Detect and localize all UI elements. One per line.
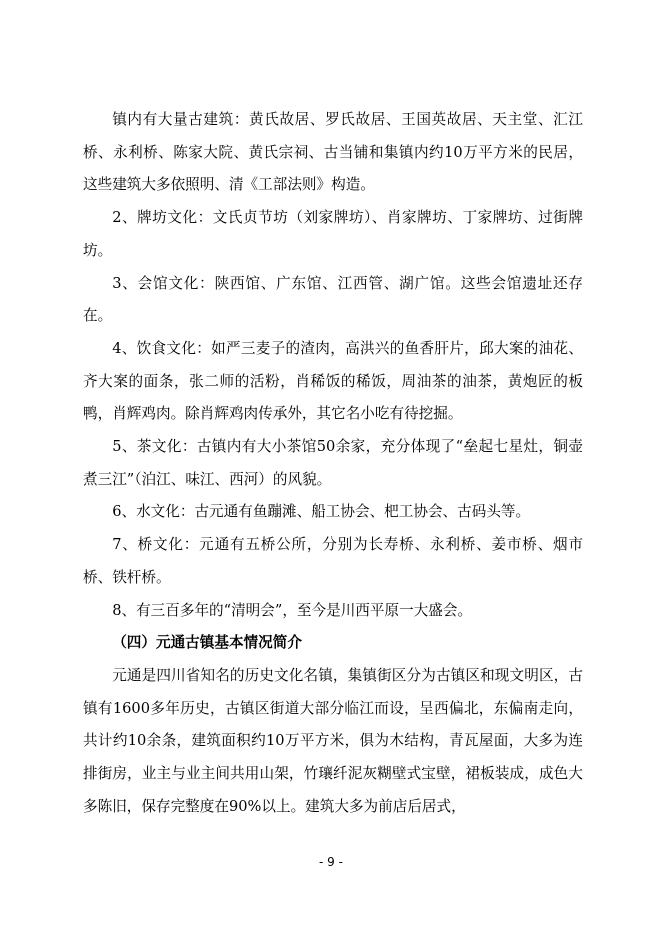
section-heading: （四）元通古镇基本情况简介 — [112, 634, 302, 652]
page-body — [83, 104, 583, 823]
paragraph-memorial-archway-culture: 2、牌坊文化：文氏贞节坊（刘家牌坊）、肖家牌坊、丁家牌坊、过街牌坊。 — [83, 209, 583, 259]
paragraph-food-culture: 4、饮食文化：如严三麦子的渣肉，高洪兴的鱼香肝片，邱大案的油花、齐大案的面条，张二师的活粉，肖稀饭的稀饭，周油茶的油茶，黄炮匠的板鸭，肖辉鸡肉。除肖辉鸡肉传承外，其它名小吃有待挖掘。 — [83, 339, 583, 423]
paragraph-tea-culture: 5、茶文化：古镇内有大小茶馆50余家，充分体现了“垒起七星灶，铜壶煮三江”（泊江、味江、西河）的风貌。 — [83, 438, 583, 488]
paragraph-guild-hall-culture: 3、会馆文化：陕西馆、广东馆、江西管、湖广馆。这些会馆遗址还存在。 — [83, 274, 583, 325]
paragraph-town-overview: 元通是四川省知名的历史文化名镇，集镇街区分为古镇区和现文明区，古镇有1600多年历史，古镇区街道大部分临江而设，呈西偏北，东偏南走向，共计约10余条，建筑面积约10万平方米，俱为木结构，青瓦屋面，大多为连排街房，业主与业主间共用山架，竹瓖纤泥灰糊壁式宝壁，裙板装成，成色大多陈旧，保存完整度在90%以上。建筑大多为前店后居式， — [83, 666, 583, 815]
page-number: - 9 - — [319, 855, 343, 869]
paragraph-bridge-culture: 7、桥文化：元通有五桥公所，分别为长寿桥、永利桥、姜市桥、烟市桥、铁杆桥。 — [83, 536, 583, 586]
paragraph-water-culture: 6、水文化：古元通有鱼蹦滩、船工协会、杷工协会、古码头等。 — [112, 503, 531, 521]
paragraph-ancient-buildings: 镇内有大量古建筑：黄氏故居、罗氏故居、王国英故居、天主堂、汇江桥、永利桥、陈家大院、黄氏宗祠、古当铺和集镇内约10万平方米的民居，这些建筑大多依照明、清《工部法则》构造。 — [83, 111, 583, 194]
paragraph-qingming-festival: 8、有三百多年的“清明会”，至今是川西平原一大盛会。 — [112, 601, 473, 619]
